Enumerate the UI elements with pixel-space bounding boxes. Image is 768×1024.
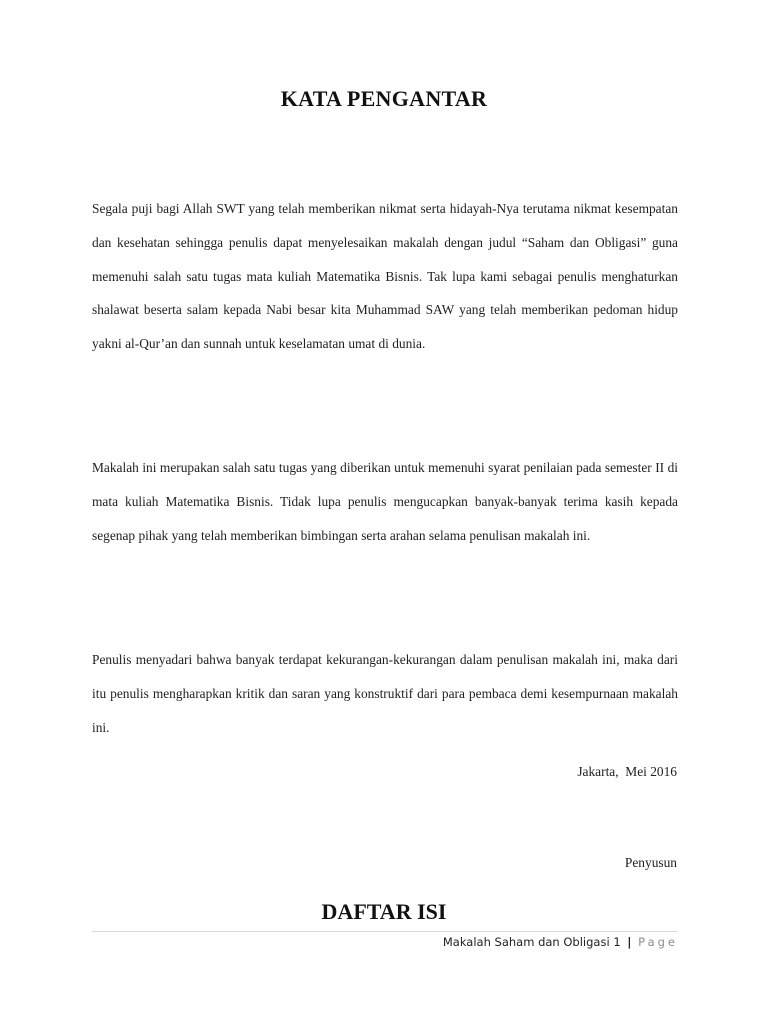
signature-label: Penyusun [624, 855, 677, 870]
footer-divider [92, 931, 678, 932]
footer-separator: | [627, 935, 632, 949]
footer-doc-name: Makalah Saham dan Obligasi [442, 935, 610, 949]
page-title: KATA PENGANTAR [280, 86, 488, 111]
footer-page-number: 1 [613, 935, 621, 949]
place-date: Jakarta, Mei 2016 [577, 764, 677, 779]
page-footer [443, 935, 678, 949]
paragraph-2: Makalah ini merupakan salah satu tugas yang diberikan untuk memenuhi syarat penilaian pada semester II di mata kuliah Matematika Bisnis. Tidak lupa penulis mengucapkan banyak-banyak terima kasih kepada segenap pihak yang telah memberikan bimbingan serta arahan selama penulisan makalah ini. [92, 460, 678, 543]
footer-page-word: Page [638, 935, 678, 949]
next-section-title: DAFTAR ISI [321, 899, 447, 924]
paragraph-3: Penulis menyadari bahwa banyak terdapat kekurangan-kekurangan dalam penulisan makalah ini, maka dari itu penulis mengharapkan kritik dan saran yang konstruktif dari para pembaca demi kesempurnaan makalah ini. [92, 652, 678, 735]
paragraph-1: Segala puji bagi Allah SWT yang telah memberikan nikmat serta hidayah-Nya terutama nikmat kesempatan dan kesehatan sehingga penulis dapat menyelesaikan makalah dengan judul “Saham dan Obligasi” guna memenuhi salah satu tugas mata kuliah Matematika Bisnis. Tak lupa kami sebagai penulis menghaturkan shalawat beserta salam kepada Nabi besar kita Muhammad SAW yang telah memberikan pedoman hidup yakni al-Qur’an dan sunnah untuk keselamatan umat di dunia. [92, 201, 678, 352]
